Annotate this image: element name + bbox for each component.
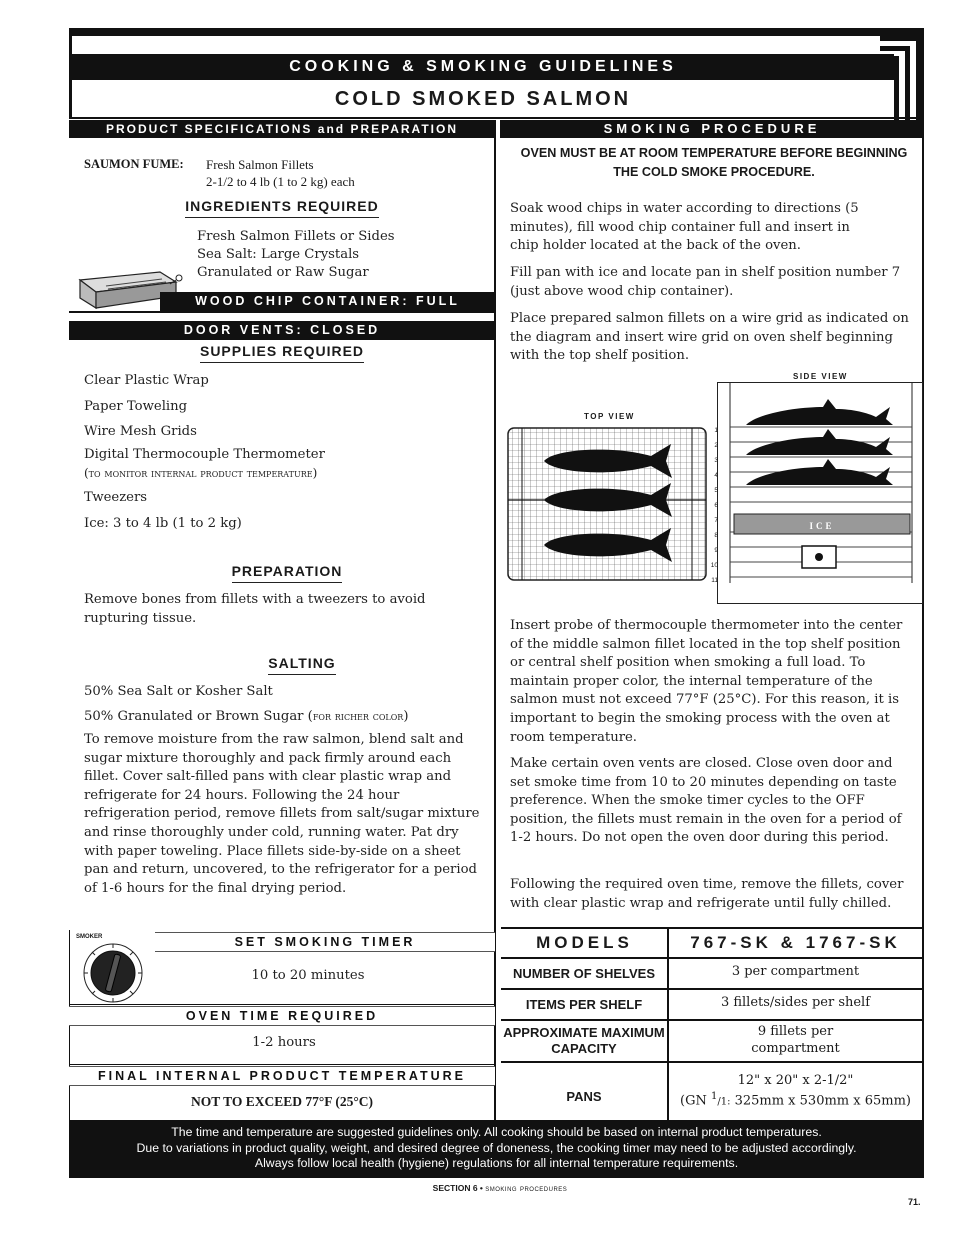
- ingredient-2: Sea Salt: Large Crystals: [197, 247, 360, 262]
- side-view-label: SIDE VIEW: [793, 372, 848, 381]
- smoker-timer-dial-icon: [82, 942, 144, 1004]
- top-view-diagram: [506, 426, 708, 582]
- ingredient-3: Granulated or Raw Sugar: [197, 265, 369, 280]
- pans-gn-sub: /1:: [717, 1096, 731, 1108]
- door-vents-bar: DOOR VENTS: CLOSED: [69, 321, 495, 340]
- disclaimer-line3: Always follow local health (hygiene) regulations for all internal temperature requirements.: [254, 1156, 739, 1170]
- supply-3: Wire Mesh Grids: [84, 424, 197, 439]
- timer-label: SMOKER: [76, 934, 103, 940]
- procedure-para2: Fill pan with ice and locate pan in shelf position number 7 (just above wood chip container).: [510, 265, 901, 299]
- row-label-shelves: NUMBER OF SHELVES: [512, 966, 656, 981]
- section-footer: [0, 1183, 954, 1193]
- supply-note: (to monitor internal product temperature): [84, 466, 318, 480]
- top-view-label: TOP VIEW: [584, 412, 635, 421]
- shelf-numbers: [706, 423, 718, 588]
- row-value-shelves: 3 per compartment: [731, 964, 860, 979]
- oven-time-bottom-rule: [69, 1064, 496, 1065]
- procedure-para5: Make certain oven vents are closed. Close oven door and set smoke time from 10 to 20 minutes depending on taste preference. When the smoke timer cycles to the OFF position, the fillets must remain in the oven for a period of 1-2 hours. Do not open the oven door during this period.: [510, 756, 902, 846]
- salting-heading-wrap: [69, 655, 535, 675]
- pans-gn-sup: 1: [710, 1091, 718, 1102]
- models-heading-right: 767-SK & 1767-SK: [669, 929, 922, 959]
- supply-1: Clear Plastic Wrap: [84, 373, 209, 388]
- row-label-pans: PANS: [566, 1089, 602, 1104]
- salting-line2: [84, 707, 408, 727]
- ingredients-heading: INGREDIENTS REQUIRED: [185, 198, 378, 218]
- product-line1: Fresh Salmon Fillets: [206, 157, 314, 172]
- salting-line2-text: 50% Granulated or Brown Sugar (: [84, 709, 313, 724]
- pans-gn-rest: 325mm x 530mm x 65mm): [730, 1093, 911, 1109]
- preparation-heading: PREPARATION: [232, 563, 343, 583]
- final-temp-value: NOT TO EXCEED 77°F (25°C): [190, 1094, 374, 1109]
- salting-line2-note: for richer color: [312, 709, 404, 723]
- row-value-pans: 12" x 20" x 2-1/2": [737, 1073, 854, 1088]
- salting-heading: SALTING: [268, 655, 335, 675]
- shelf-number: 1: [714, 427, 718, 434]
- supplies-heading: SUPPLIES REQUIRED: [200, 343, 364, 363]
- disclaimer-line1: The time and temperature are suggested guidelines only. All cooking should be based on internal product temperatures.: [171, 1125, 822, 1139]
- shelf-number: 4: [714, 472, 718, 479]
- product-label: SAUMON FUME:: [84, 157, 184, 171]
- pans-gn-prefix: (GN: [680, 1093, 711, 1109]
- shelf-number: 5: [714, 487, 718, 494]
- product-spec-heading: PRODUCT SPECIFICATIONS and PREPARATION: [69, 120, 495, 138]
- salting-line2-end: ): [403, 709, 409, 724]
- shelf-number: 7: [714, 517, 718, 524]
- supply-6: Ice: 3 to 4 lb (1 to 2 kg): [84, 516, 242, 531]
- shelf-number: 11: [711, 577, 718, 584]
- right-edge-rule: [922, 120, 924, 1120]
- models-table: [501, 927, 922, 1123]
- row-rule: [501, 1061, 922, 1063]
- timer-value: 10 to 20 minutes: [251, 968, 365, 983]
- models-heading-left: MODELS: [501, 929, 668, 959]
- smoking-procedure-heading: SMOKING PROCEDURE: [500, 120, 924, 138]
- ingredient-1: Fresh Salmon Fillets or Sides: [197, 229, 395, 244]
- shelf-number: 8: [714, 532, 718, 539]
- section-subtitle: smoking procedures: [485, 1183, 568, 1193]
- supply-4: Digital Thermocouple Thermometer: [84, 447, 325, 462]
- preparation-text: Remove bones from fillets with a tweezers to avoid rupturing tissue.: [84, 592, 426, 626]
- row-label-items: ITEMS PER SHELF: [525, 997, 643, 1012]
- salting-text: To remove moisture from the raw salmon, blend salt and sugar mixture thoroughly and pack firmly around each fillet. Cover salt-filled pans with clear plastic wrap and refrigerate for 24 hours. Following the 24 hour refrigeration period, remove fillets from salt/sugar mixture and rinse thoroughly under cold, running water. Pat dry with paper toweling. Place fillets side-by-side on a sheet pan and return, uncovered, to the refrigerator for a period of 1-6 hours for the final drying period.: [84, 732, 480, 896]
- disclaimer-bar: [69, 1120, 924, 1178]
- shelf-number: 6: [714, 502, 718, 509]
- shelf-number: 2: [714, 442, 718, 449]
- page-number: 71.: [908, 1197, 921, 1207]
- header-rule: [69, 117, 924, 119]
- wood-chip-underline: [69, 311, 495, 313]
- section-label: SECTION 6 •: [432, 1183, 483, 1193]
- supply-2: Paper Toweling: [84, 399, 188, 414]
- disclaimer-line2: Due to variations in product quality, weight, and desired degree of doneness, the cooking timer may need to be adjusted accordingly.: [136, 1140, 857, 1155]
- salting-line1: 50% Sea Salt or Kosher Salt: [84, 684, 273, 699]
- supply-5: Tweezers: [84, 490, 148, 505]
- ingredients-heading-wrap: [69, 198, 495, 218]
- page-frame-top: [69, 28, 924, 36]
- shelf-number: 9: [714, 547, 718, 554]
- oven-time-heading: OVEN TIME REQUIRED: [69, 1006, 495, 1026]
- row-rule: [501, 1019, 922, 1021]
- side-view-diagram: [718, 383, 920, 601]
- shelf-number: 10: [710, 562, 718, 569]
- final-temp-heading: FINAL INTERNAL PRODUCT TEMPERATURE: [69, 1066, 495, 1086]
- procedure-para4: Insert probe of thermocouple thermometer into the center of the middle salmon fillet located in the top shelf position or central shelf position when smoking a full load. To maintain proper color, the internal temperature of the salmon must not exceed 77°F (25°C). For this reason, it is important to begin the smoking process with the oven at room temperature.: [510, 618, 903, 745]
- row-label-capacity: APPROXIMATE MAXIMUM CAPACITY: [503, 1025, 665, 1056]
- timer-heading: SET SMOKING TIMER: [155, 932, 495, 952]
- timer-dial-area: [70, 932, 155, 1004]
- procedure-para1: Soak wood chips in water according to directions (5 minutes), fill wood chip container full and insert in chip holder located at the back of the oven.: [510, 201, 859, 254]
- preparation-heading-wrap: [69, 563, 505, 583]
- left-column-rule: [494, 120, 496, 1120]
- product-line2: 2-1/2 to 4 lb (1 to 2 kg) each: [206, 174, 355, 189]
- room-temp-warning: OVEN MUST BE AT ROOM TEMPERATURE BEFORE BEGINNING THE COLD SMOKE PROCEDURE.: [520, 146, 908, 179]
- recipe-title: COLD SMOKED SALMON: [334, 88, 632, 110]
- wood-chip-bar: WOOD CHIP CONTAINER: FULL: [160, 292, 495, 311]
- row-value-items: 3 fillets/sides per shelf: [720, 995, 871, 1010]
- timer-bottom-rule: [69, 1004, 496, 1005]
- oven-time-value: 1-2 hours: [252, 1035, 316, 1050]
- supplies-heading-wrap: [69, 343, 495, 363]
- row-value-pans-gn: [669, 1091, 922, 1108]
- procedure-para3: Place prepared salmon fillets on a wire grid as indicated on the diagram and insert wire grid on oven shelf beginning with the top shelf position.: [510, 311, 909, 364]
- procedure-para6: Following the required oven time, remove the fillets, cover with clear plastic wrap and refrigerate until fully chilled.: [510, 877, 904, 911]
- shelf-number: 3: [714, 457, 718, 464]
- guidelines-title: COOKING & SMOKING GUIDELINES: [72, 54, 894, 80]
- ice-label: ICE: [809, 521, 835, 531]
- row-value-capacity: 9 fillets per compartment: [751, 1024, 840, 1056]
